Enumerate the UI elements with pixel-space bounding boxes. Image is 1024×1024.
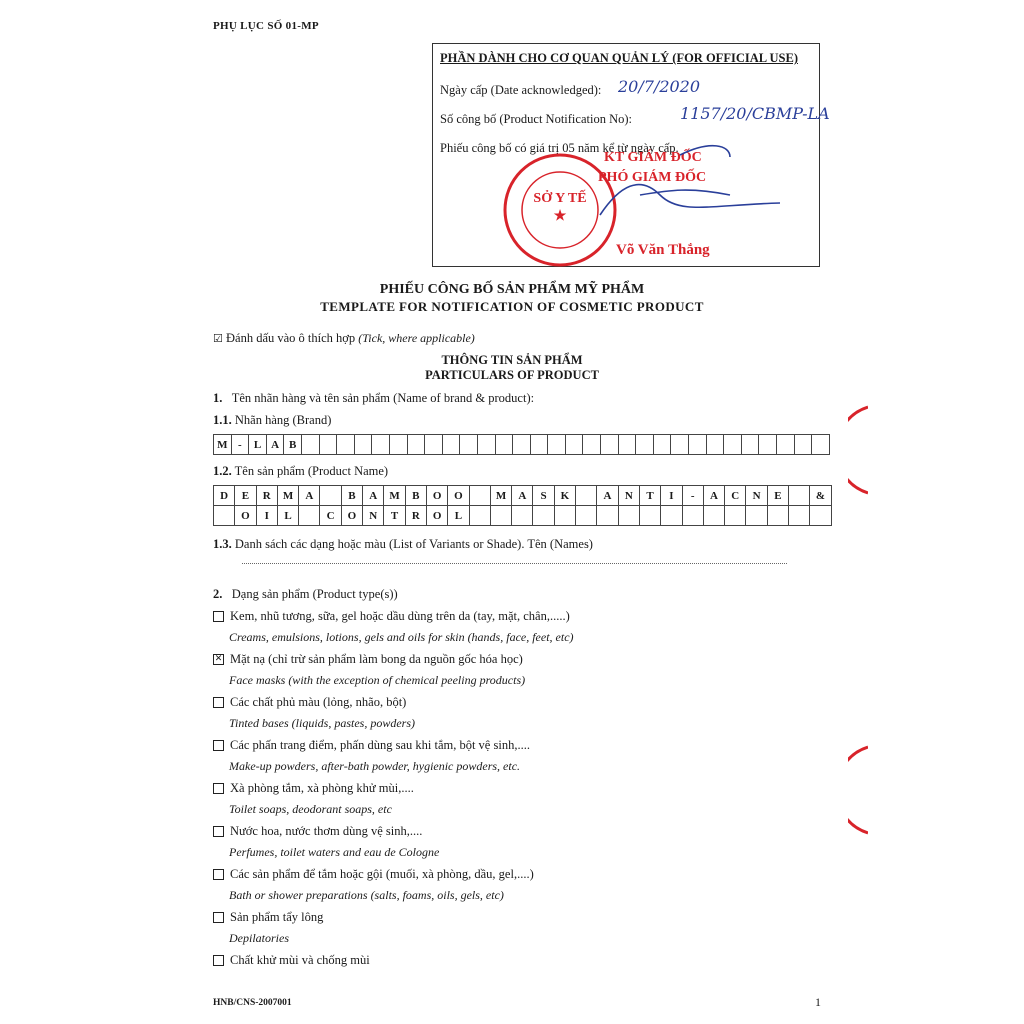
brand-cell xyxy=(777,435,795,455)
product-cell xyxy=(767,506,788,526)
brand-cell xyxy=(389,435,407,455)
brand-cell xyxy=(653,435,671,455)
product-name-grid xyxy=(213,485,832,526)
checkbox-icon[interactable] xyxy=(213,740,224,751)
q2-heading: 2. Dạng sản phẩm (Product type(s)) xyxy=(213,587,398,601)
product-cell: T xyxy=(639,486,660,506)
product-cell xyxy=(618,506,639,526)
product-cell: A xyxy=(299,486,320,506)
brand-cell: A xyxy=(266,435,284,455)
brand-cell xyxy=(741,435,759,455)
product-type-option[interactable] xyxy=(213,910,323,925)
product-type-label-vi: Kem, nhũ tương, sữa, gel hoặc dầu dùng trên da (tay, mặt, chân,.....) xyxy=(230,609,570,623)
footer-document-code: HNB/CNS-2007001 xyxy=(213,998,292,1008)
notification-number-label: Số công bố (Product Notification No): xyxy=(440,112,632,126)
product-cell: M xyxy=(384,486,405,506)
product-cell: I xyxy=(661,486,682,506)
stamp-title-1: KT GIÁM ĐỐC xyxy=(604,150,702,165)
product-type-label-en: Toilet soaps, deodorant soaps, etc xyxy=(229,802,392,816)
brand-cell xyxy=(460,435,478,455)
product-cell xyxy=(469,486,490,506)
brand-cell xyxy=(337,435,355,455)
product-cell xyxy=(789,486,810,506)
checkbox-icon[interactable] xyxy=(213,697,224,708)
product-cell: O xyxy=(426,506,447,526)
official-use-title: PHẦN DÀNH CHO CƠ QUAN QUẢN LÝ (FOR OFFICIAL USE) xyxy=(440,51,798,65)
brand-cell xyxy=(407,435,425,455)
brand-cell xyxy=(565,435,583,455)
product-cell xyxy=(746,506,767,526)
product-cell xyxy=(512,506,533,526)
product-cell: E xyxy=(235,486,256,506)
checkbox-icon[interactable] xyxy=(213,783,224,794)
product-cell xyxy=(490,506,511,526)
product-cell: A xyxy=(703,486,724,506)
section-title-vi: THÔNG TIN SẢN PHẨM xyxy=(441,353,583,367)
product-cell: B xyxy=(405,486,426,506)
product-cell: C xyxy=(725,486,746,506)
product-cell: O xyxy=(448,486,469,506)
product-cell: A xyxy=(597,486,618,506)
product-type-label-en: Tinted bases (liquids, pastes, powders) xyxy=(229,716,416,730)
signer-name: Võ Văn Thắng xyxy=(616,242,710,258)
product-cell: I xyxy=(256,506,277,526)
brand-cell: B xyxy=(284,435,302,455)
checkbox-icon[interactable] xyxy=(213,912,224,923)
seal-text: SỞ Y TẾ xyxy=(533,191,587,206)
product-type-label-vi: Chất khử mùi và chống mùi xyxy=(230,953,370,967)
checkbox-icon[interactable] xyxy=(213,826,224,837)
product-cell: B xyxy=(341,486,362,506)
product-cell xyxy=(725,506,746,526)
signature-scribble xyxy=(580,135,810,225)
product-type-label-vi: Các phấn trang điểm, phấn dùng sau khi tắm, bột vệ sinh,.... xyxy=(230,738,530,752)
product-cell xyxy=(299,506,320,526)
product-cell xyxy=(469,506,490,526)
product-cell: N xyxy=(746,486,767,506)
product-type-label-vi: Xà phòng tắm, xà phòng khử mùi,.... xyxy=(230,781,414,795)
product-cell: & xyxy=(810,486,831,506)
product-cell xyxy=(661,506,682,526)
brand-cell xyxy=(513,435,531,455)
product-cell xyxy=(576,506,597,526)
product-type-label-vi: Các chất phủ màu (lỏng, nhão, bột) xyxy=(230,695,407,709)
appendix-label: PHỤ LỤC SỐ 01-MP xyxy=(213,20,319,32)
svg-text:★: ★ xyxy=(553,209,567,224)
edge-seal-top xyxy=(848,405,868,495)
product-cell: D xyxy=(214,486,235,506)
checkbox-icon[interactable] xyxy=(213,955,224,966)
section-title-en: PARTICULARS OF PRODUCT xyxy=(425,368,599,382)
tick-instruction: ☑ Đánh dấu vào ô thích hợp (Tick, where applicable) xyxy=(213,331,475,345)
brand-cell xyxy=(301,435,319,455)
brand-cell xyxy=(548,435,566,455)
product-cell: L xyxy=(448,506,469,526)
product-heading: 1.2. Tên sản phẩm (Product Name) xyxy=(213,464,389,478)
q1-heading: 1. Tên nhãn hàng và tên sản phẩm (Name of brand & product): xyxy=(213,391,535,405)
product-cell: O xyxy=(235,506,256,526)
product-type-label-en: Perfumes, toilet waters and eau de Cologne xyxy=(229,845,440,859)
product-cell: E xyxy=(767,486,788,506)
brand-cell xyxy=(812,435,830,455)
brand-cell: - xyxy=(231,435,249,455)
variants-fill-line xyxy=(242,562,787,564)
product-type-label-en: Face masks (with the exception of chemical peeling products) xyxy=(229,673,526,687)
product-cell xyxy=(810,506,831,526)
product-cell: O xyxy=(341,506,362,526)
product-type-label-vi: Nước hoa, nước thơm dùng vệ sinh,.... xyxy=(230,824,423,838)
brand-cell xyxy=(601,435,619,455)
product-cell: M xyxy=(490,486,511,506)
brand-cell xyxy=(759,435,777,455)
product-cell: - xyxy=(682,486,703,506)
product-cell: K xyxy=(554,486,575,506)
product-type-option[interactable] xyxy=(213,652,523,667)
product-type-option[interactable] xyxy=(213,824,422,839)
brand-cell xyxy=(354,435,372,455)
brand-cell xyxy=(724,435,742,455)
product-cell: R xyxy=(405,506,426,526)
brand-cell: L xyxy=(249,435,267,455)
product-cell: N xyxy=(363,506,384,526)
checked-box-icon[interactable]: ✕ xyxy=(214,653,223,664)
brand-cell xyxy=(442,435,460,455)
product-cell xyxy=(320,486,341,506)
brand-cell xyxy=(319,435,337,455)
product-cell: R xyxy=(256,486,277,506)
brand-cell xyxy=(671,435,689,455)
product-type-option[interactable] xyxy=(213,695,406,710)
product-type-option[interactable] xyxy=(213,867,534,882)
product-type-label-vi: Các sản phẩm để tắm hoặc gội (muối, xà phòng, dầu, gel,....) xyxy=(230,867,534,881)
product-cell xyxy=(639,506,660,526)
product-type-option[interactable] xyxy=(213,781,414,796)
brand-grid xyxy=(213,434,830,455)
brand-cell xyxy=(618,435,636,455)
product-cell xyxy=(682,506,703,526)
variants-heading: 1.3. Danh sách các dạng hoặc màu (List of Variants or Shade). Tên (Names) xyxy=(213,537,593,551)
product-cell xyxy=(554,506,575,526)
product-cell: N xyxy=(618,486,639,506)
brand-cell xyxy=(530,435,548,455)
notification-number-value: 1157/20/CBMP-LA xyxy=(680,104,830,123)
product-type-option[interactable] xyxy=(213,609,570,624)
checked-checkbox-icon: ☑ xyxy=(213,332,223,345)
stamp-title-2: PHÓ GIÁM ĐỐC xyxy=(598,170,707,185)
product-type-label-vi: Mặt nạ (chỉ trừ sản phẩm làm bong da nguồn gốc hóa học) xyxy=(230,652,523,666)
product-cell: L xyxy=(277,506,298,526)
product-cell xyxy=(576,486,597,506)
product-cell: A xyxy=(363,486,384,506)
brand-cell xyxy=(495,435,513,455)
brand-cell xyxy=(794,435,812,455)
brand-cell xyxy=(477,435,495,455)
product-type-label-en: Bath or shower preparations (salts, foams, oils, gels, etc) xyxy=(229,888,504,902)
date-acknowledged-label: Ngày cấp (Date acknowledged): xyxy=(440,83,602,97)
form-title-vi: PHIẾU CÔNG BỐ SẢN PHẨM MỸ PHẨM xyxy=(379,282,645,297)
page-number: 1 xyxy=(815,995,821,1009)
brand-cell xyxy=(689,435,707,455)
product-cell: C xyxy=(320,506,341,526)
brand-heading: 1.1. Nhãn hàng (Brand) xyxy=(213,413,332,427)
product-cell: S xyxy=(533,486,554,506)
product-type-option[interactable] xyxy=(213,738,530,753)
product-cell xyxy=(789,506,810,526)
product-cell: A xyxy=(512,486,533,506)
checkbox-icon[interactable] xyxy=(213,869,224,880)
brand-cell xyxy=(425,435,443,455)
date-acknowledged-value: 20/7/2020 xyxy=(618,77,701,96)
edge-seal-bottom xyxy=(848,745,868,835)
product-cell: M xyxy=(277,486,298,506)
product-type-label-en: Depilatories xyxy=(229,931,289,945)
brand-cell xyxy=(583,435,601,455)
product-cell xyxy=(214,506,235,526)
validity-note: Phiếu công bố có giá trị 05 năm kể từ ngày cấp. xyxy=(440,141,679,155)
product-cell: T xyxy=(384,506,405,526)
product-cell xyxy=(597,506,618,526)
brand-cell xyxy=(636,435,654,455)
product-type-label-en: Make-up powders, after-bath powder, hygienic powders, etc. xyxy=(229,759,521,773)
form-title-en: TEMPLATE FOR NOTIFICATION OF COSMETIC PRODUCT xyxy=(320,299,704,314)
product-cell xyxy=(703,506,724,526)
product-cell xyxy=(533,506,554,526)
product-cell: O xyxy=(426,486,447,506)
product-type-label-vi: Sản phẩm tẩy lông xyxy=(230,910,324,924)
brand-cell xyxy=(706,435,724,455)
product-type-label-en: Creams, emulsions, lotions, gels and oils for skin (hands, face, feet, etc) xyxy=(229,630,574,644)
checkbox-icon[interactable] xyxy=(213,611,224,622)
brand-cell: M xyxy=(214,435,232,455)
brand-cell xyxy=(372,435,390,455)
product-type-option[interactable] xyxy=(213,953,370,968)
